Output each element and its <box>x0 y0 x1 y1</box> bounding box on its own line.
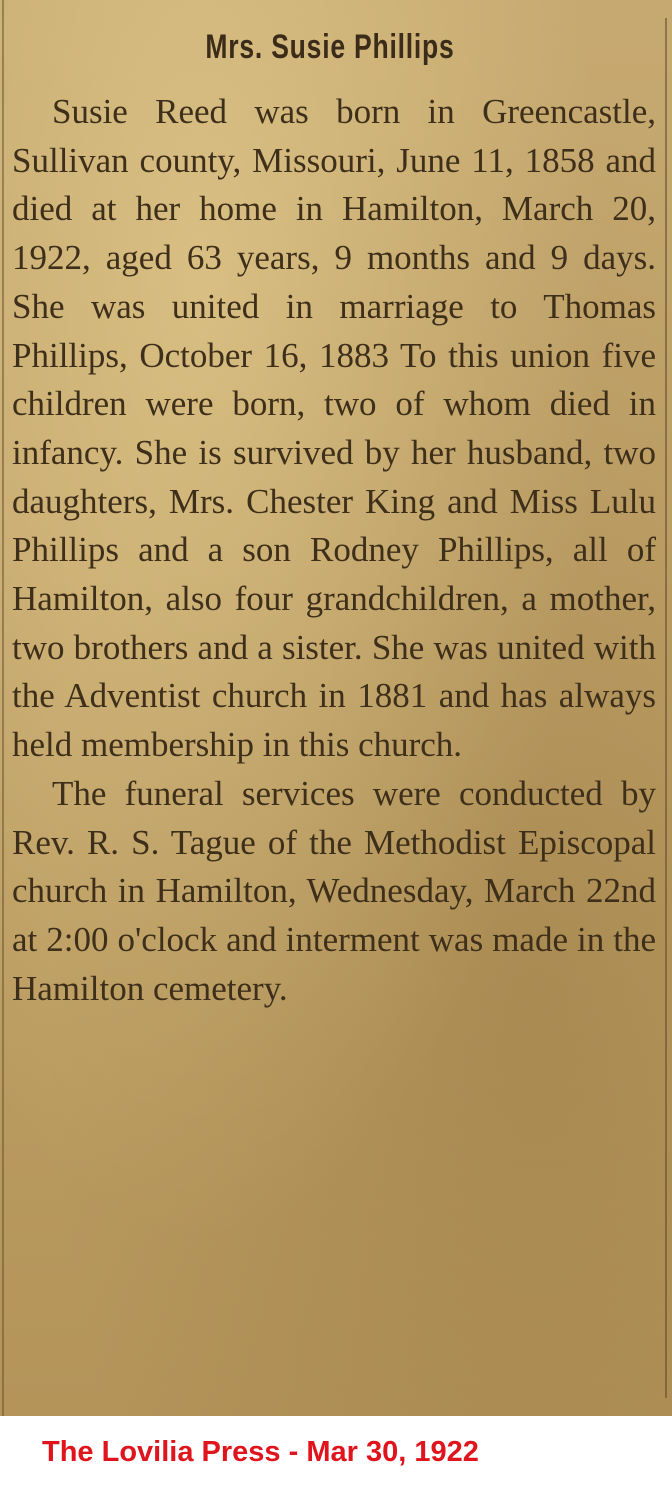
obituary-paragraph-1: Susie Reed was born in Greencastle, Sullivan county, Missouri, June 11, 1858 and died at her home in Hamilton, March 20, 1922, aged 63 years, 9 months and 9 days. She was united in marriage to Thomas Phillips, October 16, 1883 To this union five children were born, two of whom died in infancy. She is survived by her husband, two daughters, Mrs. Chester King and Miss Lulu Phillips and a son Rodney Phillips, all of Hamilton, also four grandchildren, a mother, two brothers and a sister. She was united with the Adventist church in 1881 and has always held membership in this church. <box>12 92 656 765</box>
obituary-headline: Mrs. Susie Phillips <box>205 28 455 66</box>
obituary-body <box>12 88 656 1013</box>
column-rule-right <box>665 18 667 1398</box>
source-caption: The Lovilia Press - Mar 30, 1922 <box>42 1436 479 1468</box>
obituary-paragraph-2: The funeral services were conducted by Rev. R. S. Tague of the Methodist Episcopal church in Hamilton, Wednesday, March 22nd at 2:00 o'clock and interment was made in the Hamilton cemetery. <box>12 773 656 1008</box>
column-rule-left <box>2 0 4 1416</box>
